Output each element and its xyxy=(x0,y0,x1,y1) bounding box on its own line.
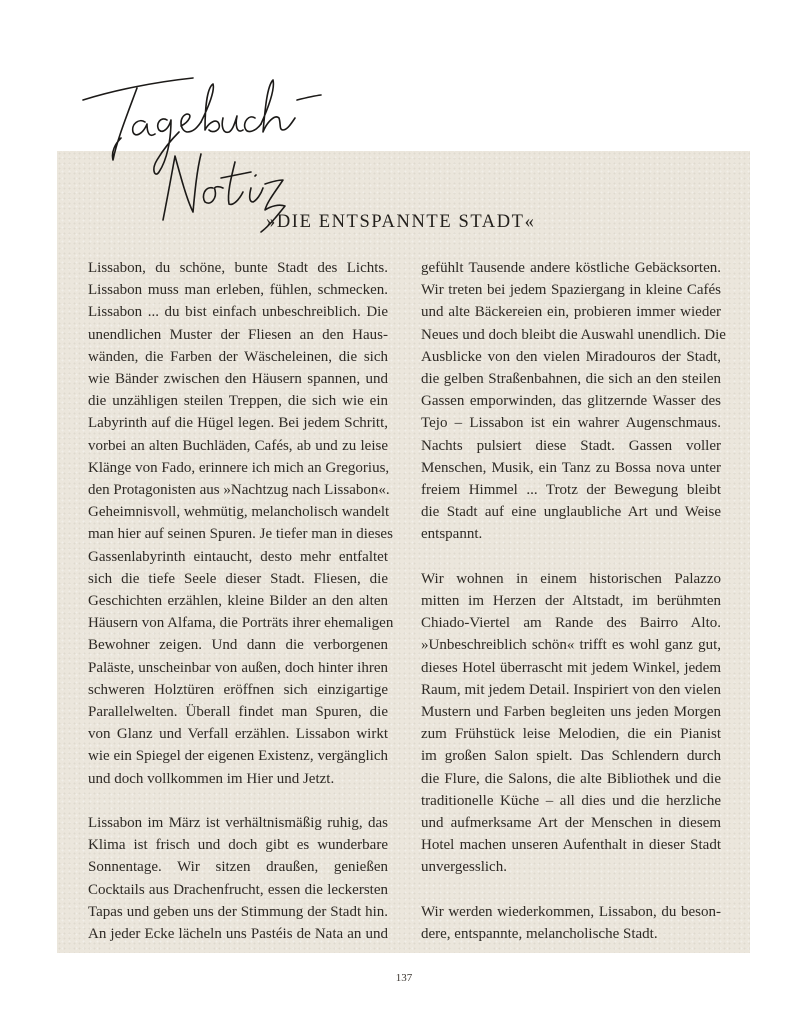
script-letter-a xyxy=(133,121,155,136)
text-line: Raum, mit jedem Detail. Inspiriert von den vielen xyxy=(421,681,721,698)
text-line: Klänge von Fado, erinnere ich mich an Gregorius, xyxy=(88,459,390,476)
text-line: unvergesslich. xyxy=(421,859,507,876)
article-heading: »DIE ENTSPANNTE STADT« xyxy=(266,212,536,232)
text-line: Chiado-Viertel am Rande des Bairro Alto. xyxy=(421,615,721,632)
text-line: Wir werden wiederkommen, Lissabon, du beson- xyxy=(421,903,721,920)
text-line: die gelben Straßenbahnen, die sich an den steilen xyxy=(421,371,721,388)
text-line: Geheimnisvoll, wehmütig, melancholisch wandelt xyxy=(88,504,390,521)
text-line: Geschichten erzählen, kleine Bilder an den alten xyxy=(88,593,388,610)
text-line: Wir wohnen in einem historischen Palazzo xyxy=(421,570,721,587)
text-line: Gassenlabyrinth eintaucht, desto mehr entfaltet xyxy=(88,548,388,565)
text-line: die Stadt auf eine unglaubliche Art und Weise xyxy=(421,504,721,521)
text-line: Gassen emporwinden, das glitzernde Wasser des xyxy=(421,393,721,410)
text-line: und aufmerksame Art der Menschen in diesem xyxy=(421,815,721,832)
text-line: Hotel machen unseren Aufenthalt in dieser Stadt xyxy=(421,837,721,854)
text-line: An jeder Ecke lächeln uns Pastéis de Nata an und xyxy=(88,926,388,943)
script-letter-g xyxy=(154,119,179,174)
text-line: sich die tiefe Seele dieser Stadt. Fliesen, die xyxy=(88,570,388,587)
text-line: unendlichen Muster der Fliesen an den Haus- xyxy=(88,326,388,343)
script-letter-o xyxy=(203,187,223,203)
script-letter-i-dot xyxy=(255,175,256,176)
text-line: dere, entspannte, melancholische Stadt. xyxy=(421,926,658,943)
text-line: wie Bänder zwischen den Häusern spannen, und xyxy=(88,371,388,388)
text-line: zum Frühstück leise Melodien, die ein Pianist xyxy=(421,726,721,743)
text-line: Tejo – Lissabon ist ein wahrer Augenschmaus. xyxy=(421,415,721,432)
script-letter-b xyxy=(201,84,219,132)
text-line: Bewohner zeigen. Und dann die verborgenen xyxy=(88,637,388,654)
text-line: gefühlt Tausende andere köstliche Gebäcksorten. xyxy=(421,260,721,276)
text-line: Lissabon, du schöne, bunte Stadt des Lichts. xyxy=(88,260,388,276)
page-number: 137 xyxy=(395,972,413,984)
text-line: wänden, die Farben der Wäscheleinen, die sich xyxy=(88,348,388,365)
text-line: Lissabon ... du bist einfach unbeschreiblich. Die xyxy=(88,304,388,321)
text-line: den Protagonisten aus »Nachtzug nach Lissabon«. xyxy=(88,482,390,499)
text-line: im großen Salon spielt. Das Schlendern durch xyxy=(421,748,721,765)
script-title xyxy=(75,60,335,230)
text-line: von Glanz und Verfall erzählen. Lissabon wirkt xyxy=(88,726,388,743)
paragraph xyxy=(88,812,388,945)
text-line: Labyrinth auf die Hügel legen. Bei jedem Schritt, xyxy=(88,415,388,432)
paragraph xyxy=(88,257,394,790)
text-line: traditionelle Küche – all dies und die herzliche xyxy=(421,792,721,809)
text-line: Häusern von Alfama, die Porträts ihrer ehemaligen xyxy=(88,615,394,632)
text-line: die Flure, die Salons, die alte Bibliothek und die xyxy=(421,770,721,787)
text-line: Wir treten bei jedem Spaziergang in kleine Cafés xyxy=(421,282,721,299)
text-line: Klima ist frisch und doch gibt es wunderbare xyxy=(88,837,388,854)
text-column-left xyxy=(88,257,394,967)
text-line: mitten im Herzen der Altstadt, im berühmten xyxy=(421,593,721,610)
text-column-right xyxy=(421,257,726,967)
text-line: dieses Hotel überrascht mit jedem Winkel, jedem xyxy=(421,659,721,676)
text-line: schweren Holztüren eröffnen sich einzigartige xyxy=(88,681,388,698)
text-line: Lissabon im März ist verhältnismäßig ruhig, das xyxy=(88,815,388,832)
text-line: Cocktails aus Drachenfrucht, essen die leckersten xyxy=(88,881,388,898)
script-letter-i xyxy=(250,188,263,202)
script-letter-t2 xyxy=(228,162,243,204)
script-letter-t xyxy=(83,78,193,100)
text-line: Paläste, unscheinbar von außen, doch hinter ihren xyxy=(88,659,388,676)
text-line: Menschen, Musik, ein Tanz zu Bossa nova unter xyxy=(421,459,721,476)
script-letter-t2-bar xyxy=(221,172,251,178)
paragraph xyxy=(421,568,721,879)
text-line: freiem Himmel ... Trotz der Bewegung bleibt xyxy=(421,482,721,499)
text-line: Tapas und geben uns der Stimmung der Stadt hin. xyxy=(88,903,388,920)
text-line: Nachts pulsiert diese Stadt. Gassen voller xyxy=(421,437,721,454)
text-line: Neues und doch bleibt die Auswahl unendlich. Die xyxy=(421,326,726,343)
paragraph xyxy=(421,901,721,945)
text-line: entspannt. xyxy=(421,526,483,543)
script-letter-e xyxy=(181,114,201,132)
text-line: und alte Bäckereien ein, probieren immer wieder xyxy=(421,304,721,321)
text-line: die unzähligen steilen Treppen, die sich wie ein xyxy=(88,393,388,410)
text-line: Sonnentage. Wir sitzen draußen, genießen xyxy=(88,859,388,876)
text-line: wie ein Spiegel der eigenen Existenz, vergänglich xyxy=(88,748,388,765)
text-line: »Unbeschreiblich schön« trifft es wohl ganz gut, xyxy=(421,637,721,654)
script-letter-u xyxy=(222,116,243,132)
script-letter-n xyxy=(163,154,201,220)
text-line: und doch vollkommen im Hier und Jetzt. xyxy=(88,770,335,787)
text-line: Ausblicke von den vielen Miradouros der Stadt, xyxy=(421,348,721,365)
script-letter-h xyxy=(261,80,295,132)
script-letter-t-stem xyxy=(112,88,137,160)
text-line: man hier auf seinen Spuren. Je tiefer man in dieses xyxy=(88,526,393,543)
text-line: Mustern und Farben begleiten uns jeden Morgen xyxy=(421,704,721,721)
text-line: Lissabon muss man erleben, fühlen, schmecken. xyxy=(88,282,388,299)
text-line: Parallelwelten. Überall findet man Spuren, die xyxy=(88,704,388,721)
script-letter-c xyxy=(245,117,261,132)
paragraph xyxy=(421,257,726,546)
script-hyphen xyxy=(297,95,321,100)
text-line: vorbei an alten Buchläden, Cafés, ab und zu leise xyxy=(88,437,388,454)
